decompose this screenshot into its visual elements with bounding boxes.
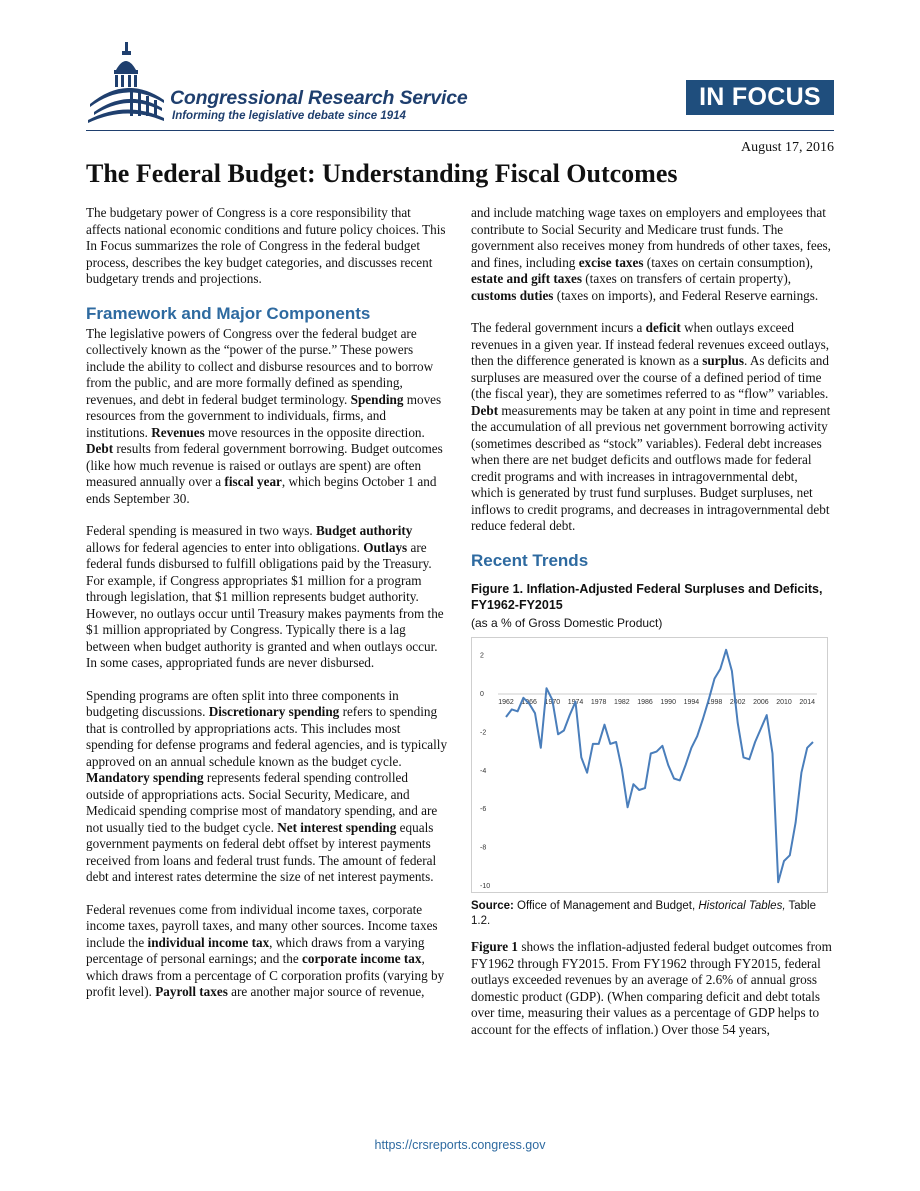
- x-tick-label: 1982: [614, 699, 630, 706]
- y-tick-label: -2: [480, 729, 487, 737]
- surplus-deficit-chart: [472, 638, 827, 892]
- x-tick-label: 1974: [567, 699, 584, 706]
- x-tick-label: 1970: [544, 699, 561, 706]
- deficit-paragraph: The federal government incurs a deficit when outlays exceed revenues in a given year. If instead federal revenues exceed outlays, then the difference generated is known as a surplus. As deficits and surpluses are measured over the course of a defined period of time (the fiscal year), they are sometimes referred to as “flow” variables. Debt measurements may be taken at any point in time and represent the accumulation of all previous net government borrowing activity (sometimes described as “stock” variables). Federal debt increases when there are net budget deficits and outflows made for federal credit programs and with increases in intragovernmental debt, which is generated by trust fund surpluses. Budget surpluses, net inflows to credit programs, and decreases in intragovernmental debt reduce federal debt.: [471, 320, 831, 533]
- x-tick-label: 2010: [776, 699, 792, 706]
- org-name: Congressional Research Service: [170, 87, 468, 109]
- x-tick-label: 1962: [498, 699, 514, 706]
- right-column: [471, 205, 833, 1054]
- x-tick-label: 2006: [753, 699, 769, 706]
- figure-discussion-paragraph: Figure 1 shows the inflation-adjusted federal budget outcomes from FY1962 through FY2015. From FY1962 through FY2015, federal outlays exceeded revenues by an average of 2.6% of annual gross domestic product (GDP). (When comparing deficit and debt totals over time, measuring their values as a percentage of GDP helps to account for the effects of inflation.) Over those 54 years,: [471, 939, 832, 1037]
- y-tick-label: 0: [480, 691, 484, 698]
- x-tick-label: 2014: [799, 699, 815, 706]
- left-column: [86, 205, 448, 1017]
- y-tick-label: -6: [480, 806, 487, 814]
- figure-subtitle: (as a % of Gross Domestic Product): [471, 615, 663, 630]
- series-line: [506, 650, 813, 882]
- x-tick-label: 1998: [706, 699, 723, 706]
- section-heading-recent-trends: Recent Trends: [471, 550, 589, 570]
- in-focus-badge: IN FOCUS: [686, 80, 834, 115]
- revenues-paragraph: Federal revenues come from individual income taxes, corporate income taxes, payroll taxes, and many other sources. Income taxes include the individual income tax, which draws from a varying percentage of personal earnings; and the corporate income tax, which draws from a percentage of C corporation profits (varying by profit level). Payroll taxes are another major source of revenue,: [86, 901, 445, 999]
- y-tick-label: 2: [480, 652, 484, 660]
- framework-paragraph: The legislative powers of Congress over the federal budget are collectively known as the “power of the purse.” These powers include the ability to collect and disburse resources and to borrow from the public, and are more formally defined as spending, revenues, and debt in federal budget terminology. Spending moves resources from the government to individuals, firms, and institutions. Revenues move resources in the opposite direction. Debt results from federal government borrowing. Budget outcomes (like how much revenue is raised or outlays are spent) are often measured annually over a fiscal year, which begins October 1 and ends September 30.: [86, 325, 443, 506]
- chart-frame: [471, 637, 828, 893]
- intro-paragraph: The budgetary power of Congress is a core responsibility that affects national economic conditions and future policy choices. This In Focus summarizes the role of Congress in the federal budget process, describes the key budget categories, and discusses recent budgetary trends and projections.: [86, 205, 446, 286]
- y-tick-label: -8: [480, 844, 487, 852]
- y-tick-label: -4: [480, 767, 487, 775]
- spending-paragraph: Federal spending is measured in two ways. Budget authority allows for federal agencies to enter into obligations. Outlays are federal funds disbursed to fulfill obligations paid by the Treasury. For example, if Congress appropriates $1 million for a program through legislation, that $1 million represents budget authority. However, no outlays occur until Treasury makes payments from the $1 million appropriated by Congress. Typically there is a lag between when budget authority is granted and when outlays occur. In some cases, appropriated funds are never disbursed.: [86, 523, 444, 670]
- header-rule: [86, 130, 834, 131]
- components-paragraph: Spending programs are often split into three components in budgeting discussions. Discretionary spending refers to spending that is controlled by appropriations acts. This includes most spending for defense programs and federal agencies, and is typically approved on an annual schedule known as the budget cycle. Mandatory spending represents federal spending controlled outside of appropriations acts. Social Security, Medicare, and Medicaid spending comprise most of mandatory spending, and are not usually tied to the budget cycle. Net interest spending equals government payments on federal debt offset by interest payments received from loans and federal trust funds. The amount of federal debt and interest rates determine the size of net interest payments.: [86, 687, 448, 884]
- publication-date: August 17, 2016: [741, 140, 834, 155]
- x-tick-label: 2002: [729, 699, 746, 706]
- x-tick-label: 1978: [590, 699, 607, 706]
- x-tick-label: 1986: [637, 699, 653, 706]
- taxes-paragraph: and include matching wage taxes on employers and employees that contribute to Social Security and Medicare trust funds. The government also receives money from hundreds of other taxes, fees, and fines, including excise taxes (taxes on certain consumption), estate and gift taxes (taxes on transfers of certain property), customs duties (taxes on imports), and Federal Reserve earnings.: [471, 205, 831, 303]
- section-heading-framework: Framework and Major Components: [86, 303, 371, 323]
- y-tick-label: -10: [480, 883, 491, 890]
- figure-title: Figure 1. Inflation-Adjusted Federal Surpluses and Deficits, FY1962-FY2015: [471, 581, 823, 612]
- x-tick-label: 1966: [521, 699, 537, 706]
- page-title: The Federal Budget: Understanding Fiscal Outcomes: [86, 159, 678, 188]
- org-tagline: Informing the legislative debate since 1914: [172, 110, 406, 122]
- x-tick-label: 1994: [683, 699, 700, 706]
- footer-url[interactable]: https://crsreports.congress.gov: [374, 1138, 546, 1152]
- x-tick-label: 1990: [660, 699, 676, 706]
- capitol-dome-logo: [86, 40, 168, 130]
- figure-source: Source: Office of Management and Budget, Historical Tables, Table 1.2.: [471, 900, 816, 927]
